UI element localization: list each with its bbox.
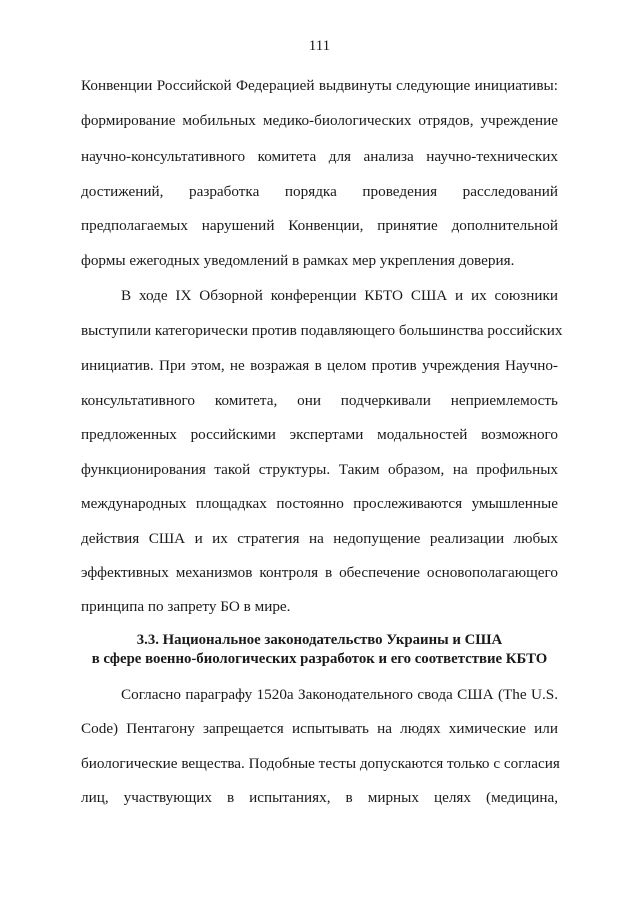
- paragraph-line: предполагаемых нарушений Конвенции, принятие дополнительной: [81, 217, 558, 234]
- paragraph-line: научно-консультативного комитета для анализа научно-технических: [81, 148, 558, 165]
- paragraph-line: биологические вещества. Подобные тесты допускаются только с согласия: [81, 755, 560, 772]
- paragraph-line: функционирования такой структуры. Таким образом, на профильных: [81, 461, 558, 478]
- paragraph-line: консультативного комитета, они подчеркивали неприемлемость: [81, 392, 558, 409]
- paragraph-line: Code) Пентагону запрещается испытывать на людях химические или: [81, 720, 558, 737]
- paragraph-line: инициатив. При этом, не возражая в целом против учреждения Научно-: [81, 357, 558, 374]
- section-heading-line: в сфере военно-биологических разработок и его соответствие КБТО: [91, 651, 548, 667]
- section-heading-line: 3.3. Национальное законодательство Украины и США: [136, 632, 503, 648]
- paragraph-line: Согласно параграфу 1520а Законодательного свода США (The U.S.: [121, 686, 558, 703]
- paragraph-line: принципа по запрету БО в мире.: [81, 598, 291, 615]
- paragraph-line: лиц, участвующих в испытаниях, в мирных целях (медицина,: [81, 789, 558, 806]
- paragraph-line: формирование мобильных медико-биологических отрядов, учреждение: [81, 112, 558, 129]
- paragraph-line: формы ежегодных уведомлений в рамках мер укрепления доверия.: [81, 252, 515, 269]
- paragraph-line: достижений, разработка порядка проведения расследований: [81, 183, 558, 200]
- paragraph-line: В ходе IX Обзорной конференции КБТО США и их союзники: [121, 287, 558, 304]
- paragraph-line: предложенных российскими экспертами модальностей возможного: [81, 426, 558, 443]
- paragraph-line: Конвенции Российской Федерацией выдвинуты следующие инициативы:: [81, 77, 558, 94]
- paragraph-line: действия США и их стратегия на недопущение реализации любых: [81, 530, 558, 547]
- paragraph-line: эффективных механизмов контроля в обеспечение основополагающего: [81, 564, 558, 581]
- page-number: 111: [308, 38, 331, 54]
- paragraph-line: международных площадках постоянно прослеживаются умышленные: [81, 495, 558, 512]
- paragraph-line: выступили категорически против подавляющего большинства российских: [81, 322, 563, 339]
